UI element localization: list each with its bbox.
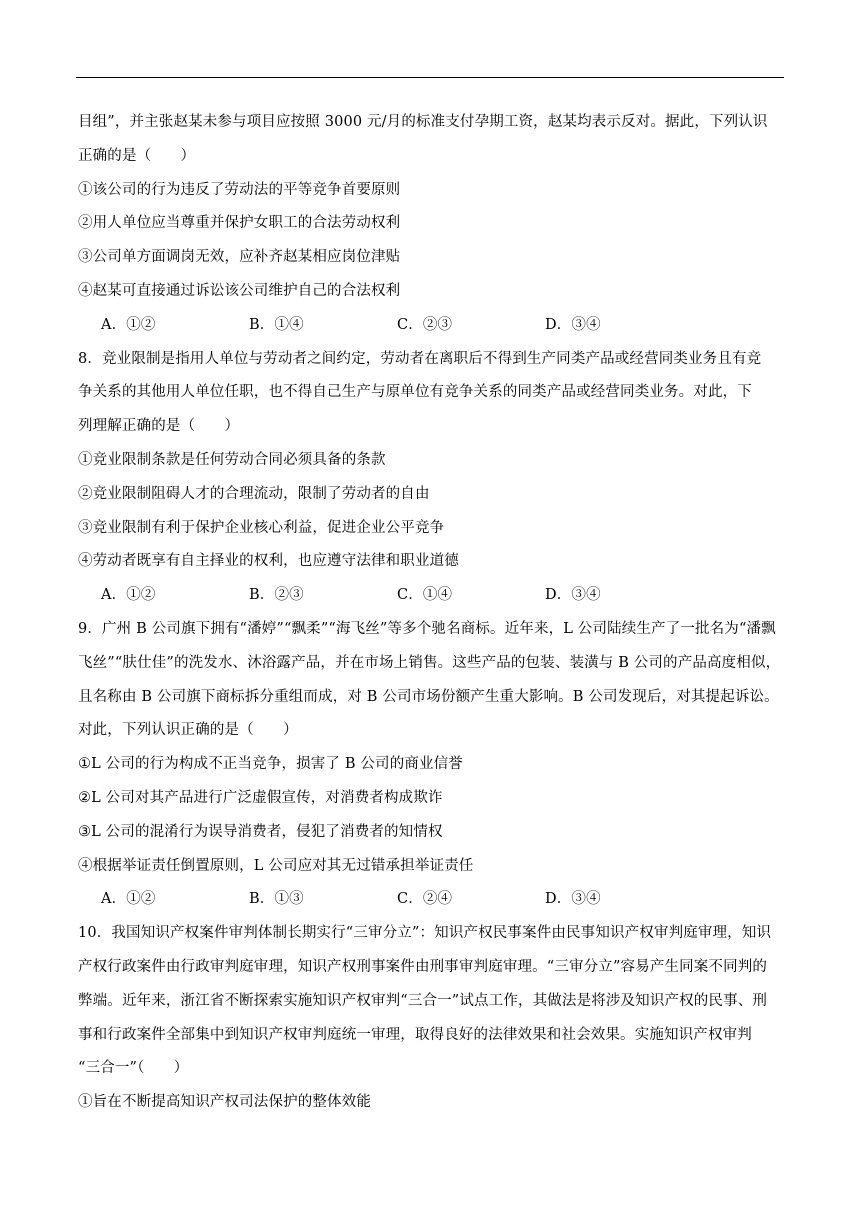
question-9 [78, 613, 788, 917]
question-9-stem-line: 9．广州 B 公司旗下拥有“潘婷”“飘柔”“海飞丝”等多个驰名商标。近年来，L 公司陆续生产了一批名为“潘飘 [78, 620, 776, 637]
question-10-stem-line: 10．我国知识产权案件审判体制长期实行“三审分立”：知识产权民事案件由民事知识产权审判庭审理，知识 [78, 925, 772, 942]
question-9-stem-line: 飞丝”“肤仕佳”的洗发水、沐浴露产品，并在市场上销售。这些产品的包装、装潢与 B 公司的产品高度相似， [78, 654, 781, 671]
question-8-statement-3: ③竞业限制有利于保护企业核心利益，促进企业公平竞争 [78, 519, 445, 536]
question-7-statement-1: ①该公司的行为违反了劳动法的平等竞争首要原则 [78, 181, 401, 198]
question-10 [78, 917, 788, 1120]
question-8 [78, 343, 788, 613]
question-8-stem-line: 8．竞业限制是指用人单位与劳动者之间约定，劳动者在离职后不得到生产同类产品或经营同类业务且有竞 [78, 350, 762, 367]
question-10-statement-1: ①旨在不断提高知识产权司法保护的整体效能 [78, 1094, 371, 1111]
question-7-options [78, 309, 788, 343]
option-c: C．②④ [397, 891, 453, 908]
question-7 [78, 106, 788, 343]
question-10-stem-line: 事和行政案件全部集中到知识产权审判庭统一审理，取得良好的法律效果和社会效果。实施知识产权审判 [78, 1026, 752, 1043]
question-8-stem-line: 列理解正确的是（ ） [78, 418, 240, 435]
question-10-stem-line: 产权行政案件由行政审判庭审理，知识产权刑事案件由刑事审判庭审理。“三审分立”容易产生同案不同判的 [78, 958, 768, 975]
question-8-statement-2: ②竞业限制阻碍人才的合理流动，限制了劳动者的自由 [78, 485, 430, 502]
question-9-statement-2: ②L 公司对其产品进行广泛虚假宣传，对消费者构成欺诈 [78, 789, 443, 806]
option-b: B．②③ [249, 587, 304, 604]
header-rule [76, 77, 784, 78]
question-9-stem-line: 对此，下列认识正确的是（ ） [78, 722, 298, 739]
question-8-options [78, 579, 788, 613]
question-10-stem-line: “三合一”（ ） [78, 1060, 189, 1077]
question-9-statement-4: ④根据举证责任倒置原则，L 公司应对其无过错承担举证责任 [78, 857, 474, 874]
option-a: A．①② [101, 587, 156, 604]
option-c: C．②③ [397, 316, 453, 333]
question-8-statement-4: ④劳动者既享有自主择业的权利，也应遵守法律和职业道德 [78, 553, 459, 570]
option-a: A．①② [101, 316, 156, 333]
option-d: D．③④ [545, 587, 601, 604]
option-d: D．③④ [545, 316, 601, 333]
option-b: B．①④ [249, 316, 304, 333]
question-7-statement-4: ④赵某可直接通过诉讼该公司维护自己的合法权利 [78, 282, 401, 299]
question-9-options [78, 883, 788, 917]
question-9-statement-3: ③L 公司的混淆行为误导消费者，侵犯了消费者的知情权 [78, 823, 443, 840]
option-b: B．①③ [249, 891, 304, 908]
question-10-stem-line: 弊端。近年来，浙江省不断探索实施知识产权审判“三合一”试点工作，其做法是将涉及知识产权的民事、刑 [78, 992, 768, 1009]
option-d: D．③④ [545, 891, 601, 908]
question-8-stem-line: 争关系的其他用人单位任职，也不得自己生产与原单位有竞争关系的同类产品或经营同类业务。对此，下 [78, 384, 752, 401]
option-c: C．①④ [397, 587, 453, 604]
question-7-stem-line: 目组”，并主张赵某未参与项目应按照 3000 元/月的标准支付孕期工资，赵某均表示反对。据此，下列认识 [78, 114, 768, 130]
question-8-statement-1: ①竞业限制条款是任何劳动合同必须具备的条款 [78, 451, 386, 468]
question-7-statement-3: ③公司单方面调岗无效，应补齐赵某相应岗位津贴 [78, 249, 401, 266]
question-9-stem-line: 且名称由 B 公司旗下商标拆分重组而成，对 B 公司市场份额产生重大影响。B 公司发现后，对其提起诉讼。 [78, 688, 779, 705]
option-a: A．①② [101, 891, 156, 908]
question-9-statement-1: ①L 公司的行为构成不正当竞争，损害了 B 公司的商业信誉 [78, 756, 463, 773]
question-7-stem-line: 正确的是（ ） [78, 147, 196, 164]
question-7-statement-2: ②用人单位应当尊重并保护女职工的合法劳动权利 [78, 215, 401, 232]
exam-page-content [78, 106, 788, 1120]
